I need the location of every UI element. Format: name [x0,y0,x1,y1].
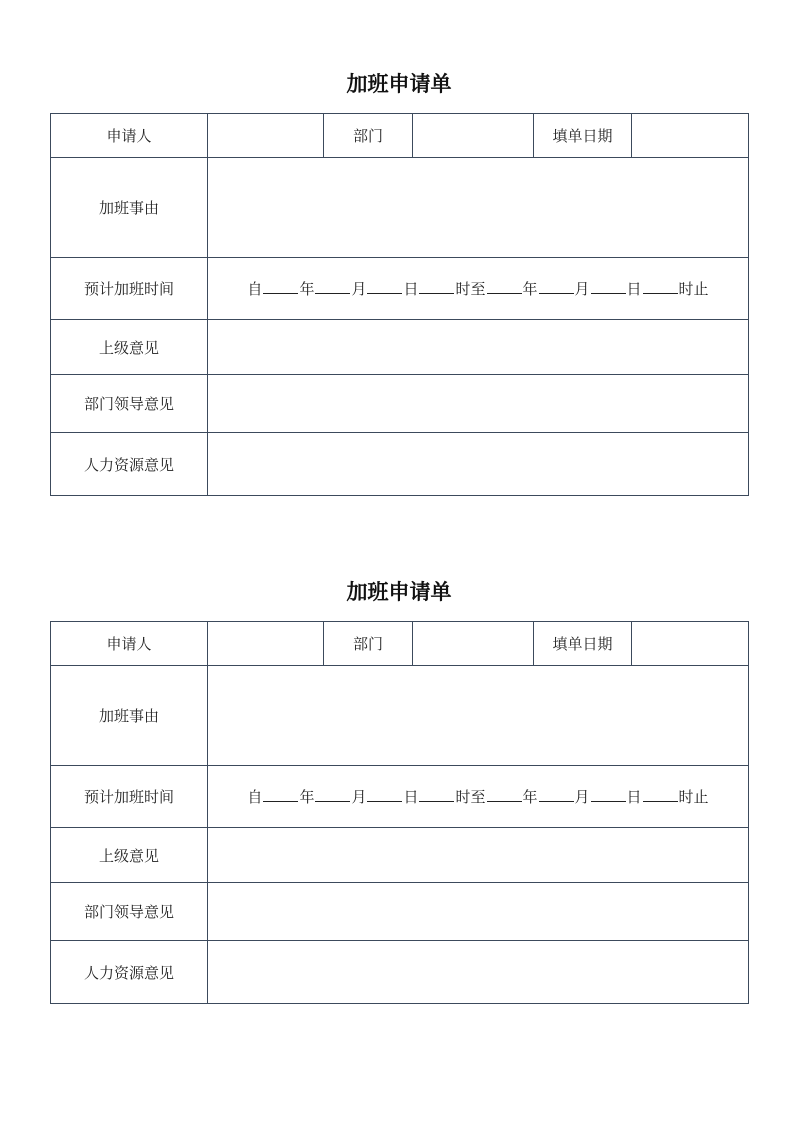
reason-field[interactable] [208,158,749,258]
month-text: 月 [574,788,590,806]
fill-date-label: 填单日期 [534,114,632,158]
dept-leader-opinion-field[interactable] [208,883,749,941]
fill-date-label: 填单日期 [534,622,632,666]
applicant-label: 申请人 [51,114,208,158]
overtime-form-table [50,113,749,496]
from-text: 自 [247,788,263,806]
department-field[interactable] [413,114,534,158]
year-blank[interactable] [263,787,298,802]
overtime-form-2 [50,570,748,1004]
dept-leader-opinion-label: 部门领导意见 [51,375,208,433]
overtime-form-1 [50,62,748,496]
hour-blank[interactable] [643,787,678,802]
hr-opinion-label: 人力资源意见 [51,941,208,1004]
hour-to-text: 时至 [455,280,486,298]
year-text: 年 [522,280,538,298]
hour-blank[interactable] [419,279,454,294]
reason-field[interactable] [208,666,749,766]
department-label: 部门 [324,622,413,666]
supervisor-opinion-field[interactable] [208,828,749,883]
hr-opinion-field[interactable] [208,433,749,496]
day-text: 日 [403,788,419,806]
reason-label: 加班事由 [51,666,208,766]
day-text: 日 [626,280,642,298]
hr-opinion-field[interactable] [208,941,749,1004]
fill-date-field[interactable] [632,114,749,158]
supervisor-opinion-label: 上级意见 [51,320,208,375]
year-blank[interactable] [263,279,298,294]
day-text: 日 [626,788,642,806]
department-field[interactable] [413,622,534,666]
planned-time-label: 预计加班时间 [51,258,208,320]
planned-time-field[interactable] [208,258,749,320]
hour-end-text: 时止 [678,788,709,806]
reason-label: 加班事由 [51,158,208,258]
month-blank[interactable] [539,787,574,802]
hr-opinion-label: 人力资源意见 [51,433,208,496]
applicant-field[interactable] [208,114,324,158]
supervisor-opinion-label: 上级意见 [51,828,208,883]
planned-time-label: 预计加班时间 [51,766,208,828]
month-text: 月 [351,280,367,298]
year-text: 年 [299,280,315,298]
year-text: 年 [522,788,538,806]
year-text: 年 [299,788,315,806]
planned-time-field[interactable] [208,766,749,828]
month-text: 月 [574,280,590,298]
month-blank[interactable] [539,279,574,294]
dept-leader-opinion-label: 部门领导意见 [51,883,208,941]
applicant-label: 申请人 [51,622,208,666]
day-blank[interactable] [367,787,402,802]
overtime-form-table [50,621,749,1004]
form-title: 加班申请单 [346,580,452,604]
applicant-field[interactable] [208,622,324,666]
year-blank[interactable] [487,787,522,802]
supervisor-opinion-field[interactable] [208,320,749,375]
dept-leader-opinion-field[interactable] [208,375,749,433]
hour-blank[interactable] [643,279,678,294]
form-title: 加班申请单 [346,72,452,96]
month-blank[interactable] [315,787,350,802]
month-blank[interactable] [315,279,350,294]
hour-to-text: 时至 [455,788,486,806]
day-text: 日 [403,280,419,298]
day-blank[interactable] [591,787,626,802]
month-text: 月 [351,788,367,806]
hour-end-text: 时止 [678,280,709,298]
day-blank[interactable] [591,279,626,294]
day-blank[interactable] [367,279,402,294]
fill-date-field[interactable] [632,622,749,666]
department-label: 部门 [324,114,413,158]
year-blank[interactable] [487,279,522,294]
hour-blank[interactable] [419,787,454,802]
from-text: 自 [247,280,263,298]
